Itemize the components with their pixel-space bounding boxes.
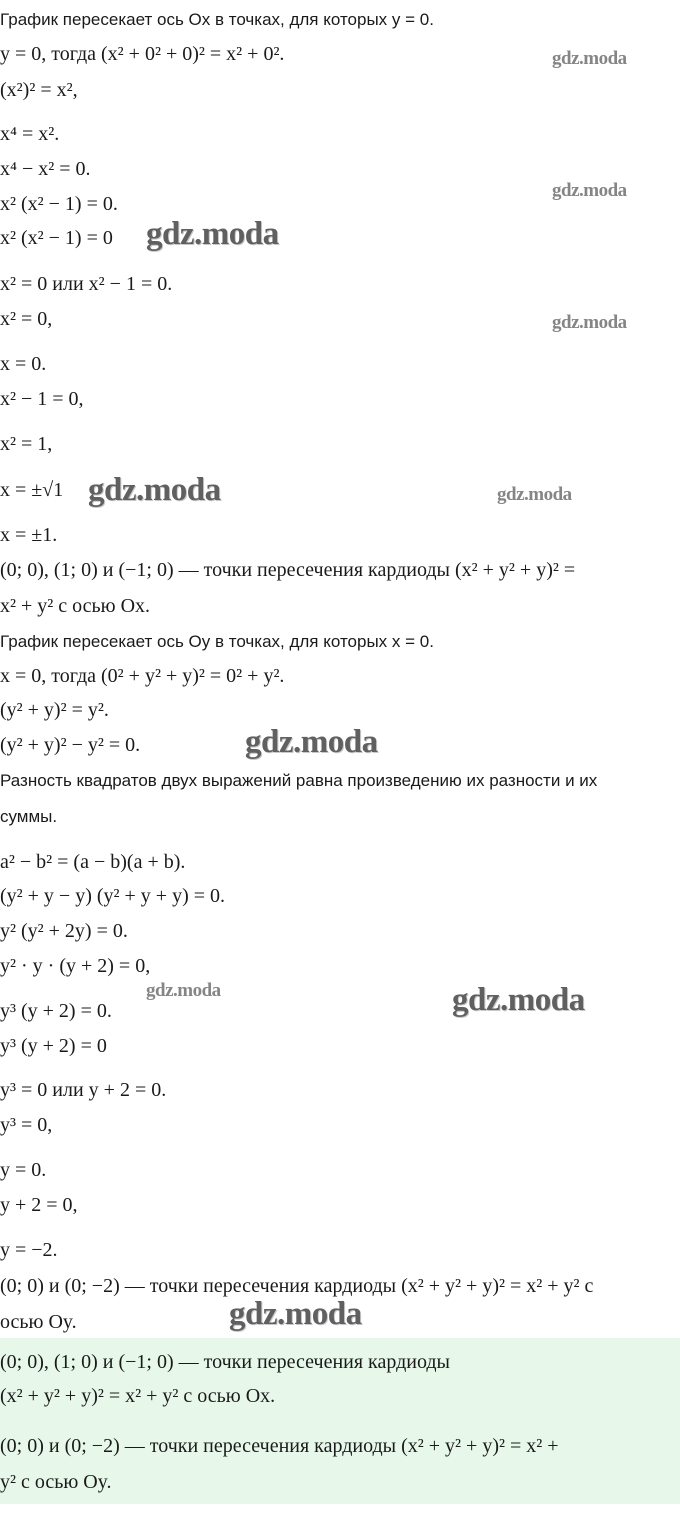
solution-line-23: a² − b² = (a − b)(a + b).	[0, 851, 186, 873]
answer-line-1: (0; 0), (1; 0) и (−1; 0) — точки пересечения кардиоды	[0, 1351, 450, 1373]
solution-line-13: x = ±√1	[0, 479, 64, 501]
solution-line-7: x² (x² − 1) = 0	[0, 227, 113, 249]
solution-line-22: суммы.	[0, 807, 58, 826]
solution-line-3: (x²)² = x²,	[0, 79, 78, 101]
solution-line-33: y = −2.	[0, 1239, 58, 1261]
solution-line-6: x² (x² − 1) = 0.	[0, 193, 118, 215]
solution-line-18: x = 0, тогда (0² + y² + y)² = 0² + y².	[0, 665, 285, 687]
solution-line-26: y² · y · (y + 2) = 0,	[0, 955, 151, 977]
answer-line-2: (x² + y² + y)² = x² + y² с осью Ox.	[0, 1385, 276, 1407]
solution-line-19: (y² + y)² = y².	[0, 699, 109, 721]
solution-line-29: y³ = 0 или y + 2 = 0.	[0, 1079, 167, 1101]
solution-line-11: x² − 1 = 0,	[0, 388, 84, 410]
solution-line-1: График пересекает ось Ox в точках, для которых y = 0.	[0, 10, 434, 29]
watermark-7: gdz.moda	[245, 724, 378, 760]
solution-line-32: y + 2 = 0,	[0, 1194, 78, 1216]
solution-line-9: x² = 0,	[0, 308, 53, 330]
watermark-8: gdz.moda	[146, 980, 221, 1001]
solution-line-14: x = ±1.	[0, 524, 58, 546]
solution-line-21: Разность квадратов двух выражений равна произведению их разности и их	[0, 771, 598, 790]
watermark-6: gdz.moda	[497, 484, 572, 505]
watermark-10: gdz.moda	[229, 1296, 362, 1332]
solution-line-17: График пересекает ось Oy в точках, для которых x = 0.	[0, 632, 434, 651]
watermark-4: gdz.moda	[552, 312, 627, 333]
answer-line-3: (0; 0) и (0; −2) — точки пересечения кардиоды (x² + y² + y)² = x² +	[0, 1435, 559, 1457]
watermark-3: gdz.moda	[146, 216, 279, 252]
solution-line-4: x⁴ = x².	[0, 123, 60, 145]
solution-line-25: y² (y² + 2y) = 0.	[0, 920, 128, 942]
watermark-2: gdz.moda	[552, 180, 627, 201]
solution-line-2: y = 0, тогда (x² + 0² + 0)² = x² + 0².	[0, 43, 285, 65]
watermark-1: gdz.moda	[552, 48, 627, 69]
solution-line-35: осью Oy.	[0, 1311, 77, 1333]
solution-line-10: x = 0.	[0, 353, 47, 375]
solution-line-15: (0; 0), (1; 0) и (−1; 0) — точки пересечения кардиоды (x² + y² + y)² =	[0, 559, 576, 581]
solution-line-31: y = 0.	[0, 1159, 47, 1181]
watermark-9: gdz.moda	[452, 982, 585, 1018]
solution-line-28: y³ (y + 2) = 0	[0, 1035, 107, 1057]
solution-line-27: y³ (y + 2) = 0.	[0, 1000, 112, 1022]
solution-line-30: y³ = 0,	[0, 1114, 53, 1136]
solution-line-20: (y² + y)² − y² = 0.	[0, 734, 141, 756]
solution-line-8: x² = 0 или x² − 1 = 0.	[0, 273, 173, 295]
answer-line-4: y² с осью Oy.	[0, 1471, 112, 1493]
solution-line-16: x² + y² с осью Ox.	[0, 595, 151, 617]
watermark-5: gdz.moda	[88, 472, 221, 508]
solution-line-24: (y² + y − y) (y² + y + y) = 0.	[0, 885, 226, 907]
solution-line-5: x⁴ − x² = 0.	[0, 158, 91, 180]
solution-line-34: (0; 0) и (0; −2) — точки пересечения кардиоды (x² + y² + y)² = x² + y² с	[0, 1275, 594, 1297]
solution-line-12: x² = 1,	[0, 433, 53, 455]
